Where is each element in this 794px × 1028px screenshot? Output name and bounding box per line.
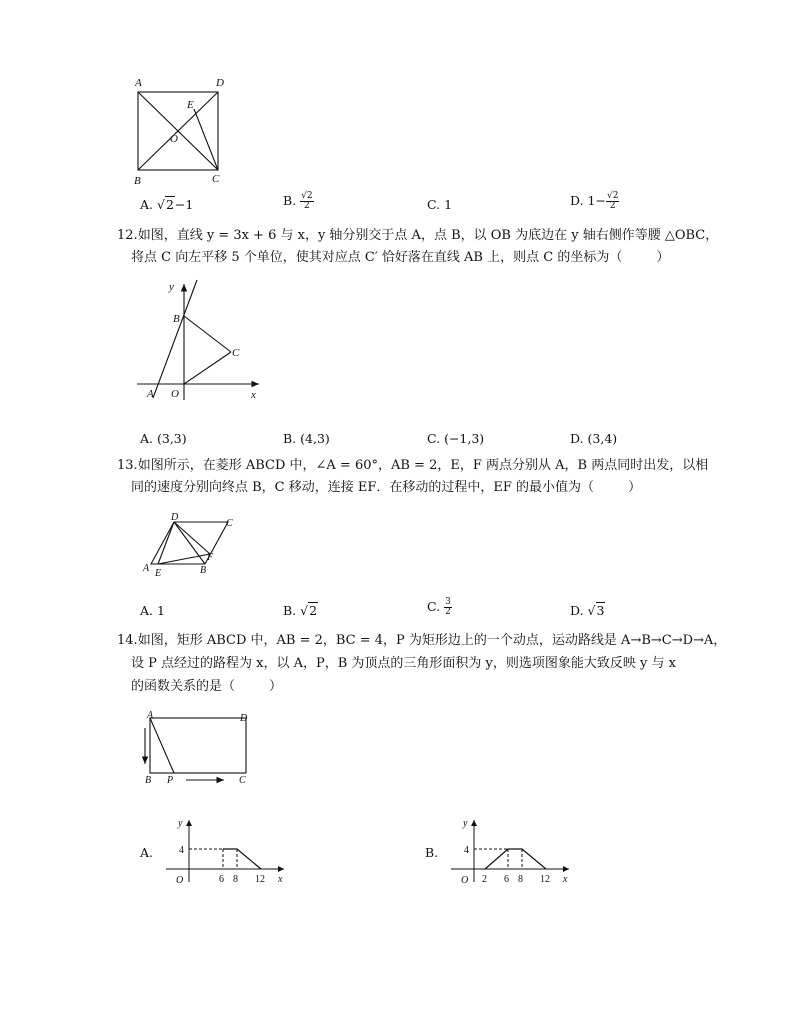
graph-a-curve (223, 849, 261, 869)
q11-label-D: D (216, 77, 224, 89)
q12-number: 12. (117, 228, 138, 243)
q14-line1: 如图，矩形 ABCD 中，AB = 2，BC = 4，P 为矩形边上的一个动点，运动路线是 A→B→C→D→A， (137, 633, 727, 648)
q13-segment-df (174, 522, 210, 554)
q13-label-D: D (171, 512, 179, 523)
q13-label-A: A (143, 563, 150, 574)
q11-option-a[interactable]: A. √2−1 (140, 197, 194, 212)
graph-b-tick-4: 4 (464, 845, 469, 856)
q12-label-C: C (232, 347, 240, 359)
q11-label-E: E (187, 99, 194, 111)
q14-question-line3: 的函数关系的是（ ） (131, 679, 283, 694)
q13-label-E: E (155, 568, 162, 579)
q11-segment-ce (194, 109, 218, 170)
q12-label-O: O (171, 388, 179, 400)
q12-line1: 如图，直线 y = 3x + 6 与 x，y 轴分别交于点 A，点 B，以 OB 为底边在 y 轴右侧作等腰 △OBC， (137, 228, 719, 243)
graph-b-label-y: y (463, 818, 468, 829)
q11-label-O: O (170, 133, 178, 145)
q12-label-x: x (251, 389, 256, 401)
q12-label-A: A (147, 388, 154, 400)
q14-rectangle-figure (138, 708, 258, 788)
graph-a-label-x: x (278, 874, 283, 885)
graph-a-label-o: O (176, 875, 184, 886)
q12-figure (135, 276, 270, 404)
q14-option-b-letter[interactable]: B. (425, 845, 439, 860)
graph-a-tick-4: 4 (179, 845, 184, 856)
q13-label-F: F (207, 552, 214, 563)
q14-label-D: D (240, 713, 248, 724)
graph-b-tick-8: 8 (518, 874, 523, 885)
q13-segment-de (158, 522, 174, 564)
graph-b-label-o: O (461, 875, 469, 886)
q14-graph-b[interactable] (447, 814, 577, 886)
q13-line1: 如图所示，在菱形 ABCD 中，∠A = 60°，AB = 2，E，F 两点分别从 A，B 两点同时出发，以相 (137, 458, 709, 473)
graph-a-label-y: y (178, 818, 183, 829)
q14-question (117, 631, 726, 651)
q12-label-y: y (169, 281, 174, 293)
q13-option-a[interactable]: A. 1 (140, 603, 165, 618)
q14-label-A: A (147, 710, 154, 721)
q12-label-B: B (173, 313, 180, 325)
q14-label-C: C (239, 775, 246, 786)
graph-b-label-x: x (563, 874, 568, 885)
graph-a-tick-8: 8 (233, 874, 238, 885)
q14-number: 14. (117, 633, 138, 648)
graph-b-tick-12: 12 (540, 874, 550, 885)
q13-question (117, 456, 708, 476)
graph-b-tick-6: 6 (504, 874, 509, 885)
q14-label-P: P (167, 775, 174, 786)
q12-segment-bc (184, 316, 231, 352)
q11-option-d[interactable]: D. 1− $\frac{√2}{2}$ (570, 191, 619, 211)
q14-option-a-letter[interactable]: A. (140, 845, 154, 860)
q13-option-d[interactable]: D. √3 (570, 603, 605, 618)
q12-option-b[interactable]: B. (4,3) (283, 431, 330, 446)
q13-option-c[interactable]: C. $\frac{3}{2}$ (427, 597, 451, 617)
graph-b-curve (485, 849, 546, 869)
q11-label-C: C (212, 173, 220, 185)
graph-a-tick-12: 12 (255, 874, 265, 885)
q12-option-c[interactable]: C. (−1,3) (427, 431, 485, 446)
q12-question-line2: 将点 C 向左平移 5 个单位，使其对应点 C′ 恰好落在直线 AB 上，则点 C 的坐标为（ ） (131, 250, 670, 265)
q12-option-a[interactable]: A. (3,3) (140, 431, 187, 446)
q14-graph-a[interactable] (162, 814, 292, 886)
q14-question-line2: 设 P 点经过的路程为 x，以 A，P，B 为顶点的三角形面积为 y，则选项图象能大致反映 y 与 x (131, 656, 676, 671)
q14-segment-ap (150, 718, 174, 773)
graph-a-tick-6: 6 (219, 874, 224, 885)
q14-label-B: B (145, 775, 152, 786)
q12-segment-oc (184, 352, 231, 384)
q11-square-figure (128, 72, 232, 190)
q13-question-line2: 同的速度分别向终点 B，C 移动，连接 EF．在移动的过程中，EF 的最小值为（ ） (131, 480, 642, 495)
q13-label-C: C (226, 518, 233, 529)
q13-number: 13. (117, 458, 138, 473)
q11-option-b[interactable]: B. $\frac{√2}{2}$ (283, 191, 313, 211)
q13-figure (140, 510, 250, 582)
q12-option-d[interactable]: D. (3,4) (570, 431, 618, 446)
q13-segment-ef (158, 554, 210, 564)
q11-label-B: B (134, 175, 141, 187)
q11-option-c[interactable]: C. 1 (427, 197, 453, 212)
q14-rectangle (150, 718, 246, 773)
q13-option-b[interactable]: B. √2 (283, 603, 318, 618)
q13-label-B: B (200, 565, 207, 576)
q11-label-A: A (135, 77, 142, 89)
graph-b-tick-2: 2 (482, 874, 487, 885)
q12-question (117, 226, 718, 246)
